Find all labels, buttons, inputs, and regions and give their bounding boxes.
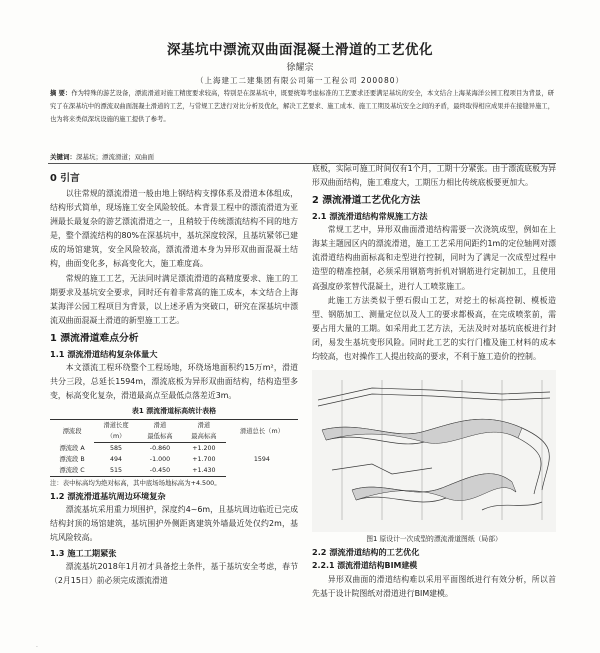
body-paragraph: 异形双曲面的滑道结构难以采用平面图纸进行有效分析，所以首先基于设计院图纸对滑道进行BIM建模。 xyxy=(312,575,556,599)
table-caption: 表1 漂流滑道标高统计表格 xyxy=(131,407,217,416)
abstract-label: 摘 要： xyxy=(50,90,72,97)
table-cell: +1.700 xyxy=(192,456,216,464)
table-header-cell: 最低标高 xyxy=(138,431,182,443)
keywords-label: 关键词： xyxy=(50,153,76,161)
body-paragraph: 底板，实际可施工时间仅有1个月，工期十分紧张。由于漂流底板为异形双曲面结构，施工难度大，工期压力相比传统底板要更加大。 xyxy=(312,164,556,188)
table-note: 注：表中标高均为绝对标高，其中底场场地标高为+4.500。 xyxy=(50,479,221,488)
slide-drawing-figure xyxy=(312,370,556,532)
keywords xyxy=(50,152,554,161)
section-heading: 1.1 漂流滑道结构复杂体量大 xyxy=(50,348,158,359)
section-heading: 2.2 漂流滑道结构的工艺优化 xyxy=(312,547,420,558)
table-header-cell: （m） xyxy=(94,431,138,443)
affiliation: （上海建工二建集团有限公司第一工程公司 200080） xyxy=(195,76,404,85)
author: 徐耀宗 xyxy=(286,63,314,73)
paper-title: 深基坑中漂流双曲面混凝土滑道的工艺优化 xyxy=(167,42,433,58)
right-column-body xyxy=(312,162,556,364)
section-heading: 2 漂流滑道工艺优化方法 xyxy=(312,195,421,207)
table-cell: -1.000 xyxy=(149,456,171,464)
abstract-text: 作为特殊的游艺设备，漂流滑道对施工精度要求较高，特别是在深基坑中，既要统筹考虑标准的工艺要求还要满足基坑的安全，本文结合上海某海洋公园工程项目为背景，研究了在深基坑中的漂流双曲面混凝土滑道的工艺，与常规工艺进行对比分析及优化，解决工艺要求、施工成本、施工工期及基坑安全之间的矛盾，最终取得相应成果并在接缝异施工，也为将来类似深坑设施的施工提供了参考。 xyxy=(50,90,554,124)
table-cell: 585 xyxy=(110,445,123,453)
table-header-cell: 最高标高 xyxy=(182,431,226,443)
right-column-body-continued xyxy=(312,545,556,601)
section-heading: 1 漂流滑道难点分析 xyxy=(50,332,139,344)
table-header-cell: 漂流段 xyxy=(50,420,94,443)
elevation-table xyxy=(50,419,298,477)
left-column xyxy=(50,168,298,588)
body-paragraph: 常规的施工工艺，无法同时满足漂流滑道的高精度要求、施工的工期要求及基坑安全要求，同时还有着非常高的施工成本，本文结合上海某海洋公园工程项目为背景，以上述矛盾为突破口，研究在深基坑中漂流双曲面混凝土滑道的新型施工工艺。 xyxy=(50,273,298,325)
table-cell: -0.860 xyxy=(149,445,171,453)
left-column-body xyxy=(50,170,298,403)
page-mark: . xyxy=(36,642,38,649)
section-heading: 2.1 漂流滑道结构常规施工方法 xyxy=(312,211,428,222)
table-cell: 515 xyxy=(94,465,138,477)
section-heading: 0 引言 xyxy=(50,173,80,184)
table-header-cell: 滑道 xyxy=(182,420,226,432)
body-paragraph: 漂流基坑采用重力坝围护，深度约4~6m，且基坑周边临近已完成结构封顶的场馆建筑，基坑围护外侧距离建筑外墙最近处仅约2m，基坑风险较高。 xyxy=(50,505,298,543)
left-column-body-continued xyxy=(50,489,298,587)
slide-drawing-image xyxy=(312,370,556,532)
section-heading: 2.2.1 漂流滑道结构BIM建模 xyxy=(312,561,418,571)
body-paragraph: 漂流基坑2018年1月初才具备挖土条件，基于基坑安全考虑，春节（2月15日）前必须完成漂流滑道 xyxy=(50,561,298,585)
table-cell: -0.450 xyxy=(138,465,182,477)
table-cell: 漂流段 A xyxy=(59,444,85,452)
table-row xyxy=(50,443,298,455)
right-column xyxy=(312,162,556,601)
table-header-cell: 滑道总长（m） xyxy=(226,420,298,443)
table-cell: 漂流段 B xyxy=(59,456,85,464)
body-paragraph: 以往常规的漂流滑道一般由地上钢结构支撑体系及滑道本体组成，结构形式简单，现场施工安全风险较低。本背景工程中的漂流滑道为亚洲最长最复杂的游艺漂流滑道之一，且稍较于传统漂流结构不同的地方是，整个漂流结构的80%在深基坑中，基坑深度较深，且基坑紧邻已建成的场馆建筑，安全风险较高，漂流滑道本身为异形双曲面混凝土结构，曲面变化多，标高变化大，施工难度高。 xyxy=(50,189,298,269)
table-cell: 漂流段 C xyxy=(50,465,94,477)
abstract xyxy=(50,87,554,127)
figure-caption: 图1 原设计一次成型的漂流滑道图纸（局部） xyxy=(366,535,502,544)
table-cell: 494 xyxy=(110,456,123,464)
table-total-cell: 1594 xyxy=(253,456,270,464)
section-heading: 1.3 施工工期紧张 xyxy=(50,547,117,558)
keywords-text: 深基坑；漂流滑道；双曲面 xyxy=(76,153,154,161)
table-cell: +1.430 xyxy=(182,465,226,477)
body-paragraph: 此施工方法类似于塑石假山工艺，对挖土的标高控制、模板造型、钢筋加工、测量定位以及人工的要求都极高，在完成喷浆前，需要占用大量的工期。如采用此工艺方法，无法及时对基坑底板进行封闭，易发生基坑变形风险。同时此工艺的实行门槛及施工材料的成本均较高，也对操作工人提出较高的要求，不利于施工造价的控制。 xyxy=(312,295,556,362)
body-paragraph: 常规工艺中，异形双曲面滑道结构需要一次浇筑成型，例如在上海某主题园区内的漂流滑道，施工工艺采用间距约1m的定位轴网对漂流滑道结构曲面标高和走型进行控制，同时为了满足一次成型过程中造型的精准控制，必须采用钢筋弯折机对钢筋进行定制加工，且使用高强度砂浆替代混凝土，进行人工喷浆施工。 xyxy=(312,225,556,291)
section-heading: 1.2 漂流滑道基坑周边环境复杂 xyxy=(50,491,166,502)
table-header-cell: 滑道长度 xyxy=(94,420,138,432)
table-header-cell: 滑道 xyxy=(138,420,182,432)
body-paragraph: 本文漂流工程环绕整个工程场地，环绕场地面积约15万m²，滑道共分三段，总延长1594m，漂流底板为异形双曲面结构，结构造型多变，标高变化复杂，滑道最高点至最低点落差近3m。 xyxy=(50,362,298,401)
figure-background xyxy=(312,370,556,532)
table-cell: +1.200 xyxy=(192,445,216,453)
